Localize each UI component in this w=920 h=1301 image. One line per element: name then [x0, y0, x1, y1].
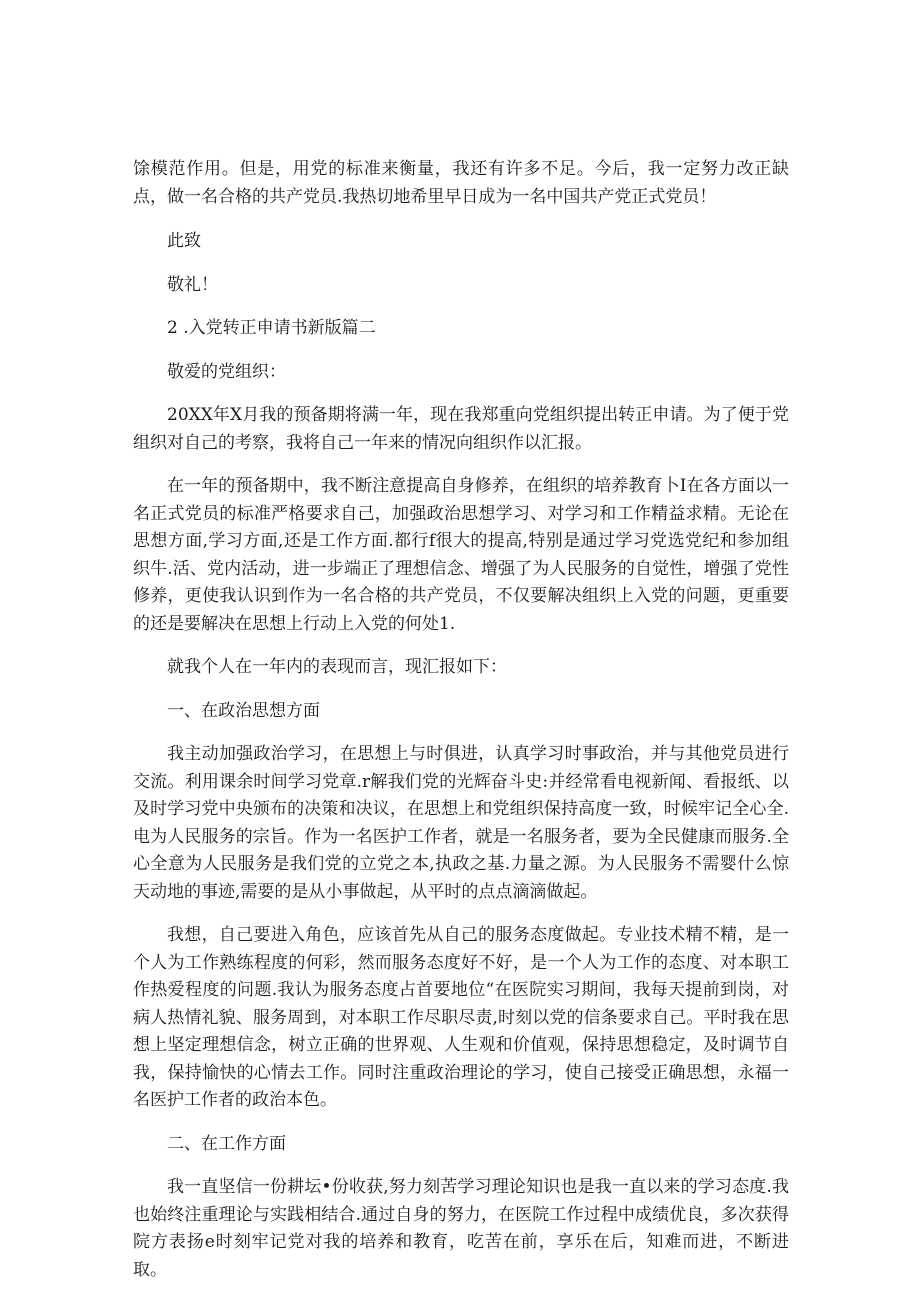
closing-salutation: 此致: [167, 231, 201, 251]
paragraph-political: 我主动加强政治学习，在思想上与时俱进，认真学习时事政治，并与其他党员进行交流。利用课余时间学习党章.r解我们党的光辉奋斗史:并经常看电视新闻、看报纸、以及时学习党中央颁布的决策和决议，在思想上和党组织保持高度一致，时候牢记全心全.电为人民服务的宗旨。作为一名医护工作者，就是一名服务者，要为全民健康而服务.全心全意为人民服务是我们党的立党之本,执政之基.力量之源。为人民服务不需婴什么惊天动地的事迹,需要的是从小事做起，从平时的点点滴滴做起。: [133, 744, 789, 902]
heading-political: 一、在政治思想方面: [167, 700, 320, 721]
paragraph-report-lead: 就我个人在一年内的表现而言，现汇报如下：: [167, 657, 507, 677]
paragraph-intro: 20XX年X月我的预备期将满一年，现在我郑重向党组织提出转正申请。为了便于党组织对自己的考察，我将自己一年来的情况向组织作以汇报。: [133, 405, 789, 453]
closing-regards: 敬礼！: [167, 274, 218, 295]
section-title: 2 .入党转正申请书新版篇二: [167, 318, 376, 338]
letter-greeting: 敬爱的党组织：: [167, 361, 286, 382]
paragraph-work: 我一直坚信一份耕坛•份收获,努力刻苦学习理论知识也是我一直以来的学习态度.我也始终注重理论与实践相结合.通过自身的努力，在医院工作过程中成绩优良，多次获得院方表扬e时刻牢记党对我的培养和教育，吃苦在前，享乐在后，知难而进，不断进取。: [133, 1177, 789, 1280]
heading-work: 二、在工作方面: [167, 1133, 286, 1154]
paragraph-probation: 在一年的预备期中，我不断注意提高自身修养，在组织的培养教育卜I在各方面以一名正式党员的标准严格要求自己，加强政治思想学习、对学习和工作精益求精。无论在思想方面,学习方面,还是工作方面.都行f很大的提高,特别是通过学习党选党纪和参加组织牛.活、党内活动，进一步端正了理想信念、增强了为人民服务的自觉性，增强了党性修养，更使我认识到作为一名合格的共产党员，不仅要解决组织上入党的问题，更重要的还是要解决在思想上行动上入党的何处1.: [133, 476, 789, 634]
document-page: [133, 156, 789, 1300]
paragraph-service-attitude: 我想，自己要进入角色，应该首先从自己的服务态度做起。专业技术精不精，是一个人为工作熟练程度的何彩，然而服务态度好不好，是一个人为工作的态度、对本职工作热爱程度的问题.我认为服务态度占首要地位“在医院实习期间，我每天提前到岗，对病人热情礼貌、服务周到，对本职工作尽职尽责,时刻以党的信条要求自己。平时我在思想上坚定理想信念，树立正确的世界观、人生观和价值观，保持思想稳定，及时调节自我，保持愉快的心情去工作。同时注重政治理论的学习，使自己接受正确思想，永福一名医护工作者的政治本色。: [133, 925, 789, 1110]
paragraph-continuation: 馀模范作用。但是，用党的标准来衡量，我还有许多不足。今后，我一定努力改正缺点，做一名合格的共产党员.我热切地希里早日成为一名中国共产党正式党员！: [133, 159, 789, 207]
